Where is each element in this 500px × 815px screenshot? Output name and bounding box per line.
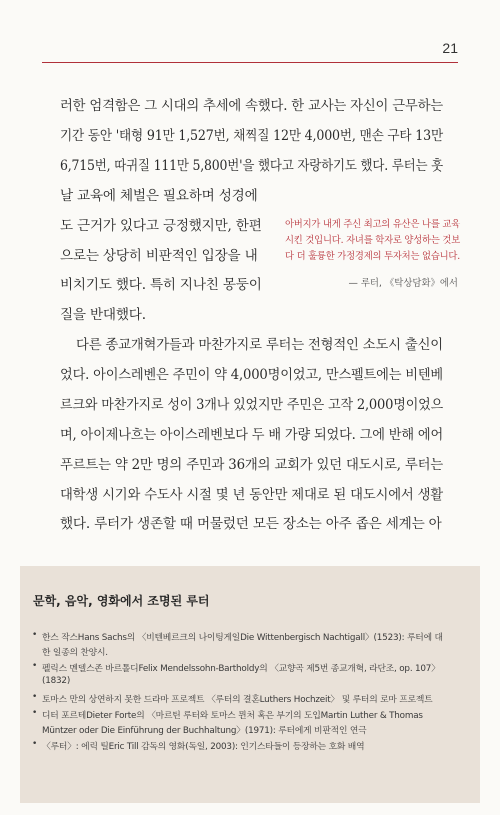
page-number: 21 — [442, 40, 458, 56]
quote-source: — 루터, 《탁상담화》에서 — [348, 278, 458, 289]
bullet-icon: • — [32, 708, 38, 718]
body-line: 기간 동안 '태형 91만 1,527번, 채찍질 12만 4,000번, 맨손 구타 13만 — [60, 128, 443, 144]
list-item: 한 일종의 찬양시. — [42, 648, 108, 658]
quote-line: 시킨 것입니다. 자녀를 학자로 양성하는 것보 — [285, 235, 460, 246]
list-item: 〈루터〉: 에릭 틸Eric Till 감독의 영화(독일, 2003): 인기스타들이 등장하는 호화 배역 — [42, 742, 365, 752]
header-rule — [42, 62, 458, 63]
body-line: 도 근거가 있다고 긍정했지만, 한편 — [60, 218, 262, 234]
list-item: 토마스 만의 상연하지 못한 드라마 프로젝트 〈루터의 결혼Luthers Hochzeit〉 및 루터의 로마 프로젝트 — [42, 695, 433, 705]
body-line: 비치기도 했다. 특히 지나친 몽둥이 — [60, 277, 262, 293]
body-line: 했다. 루터가 생존할 때 머물렀던 모든 장소는 아주 좁은 세계는 아 — [60, 516, 442, 532]
bullet-icon: • — [32, 630, 38, 640]
body-line: 러한 엄격함은 그 시대의 추세에 속했다. 한 교사는 자신이 근무하는 — [60, 98, 443, 114]
bullet-icon: • — [32, 692, 38, 702]
body-line: 날 교육에 체벌은 필요하며 성경에 — [60, 188, 258, 204]
body-line: 으로는 상당히 비판적인 입장을 내 — [60, 248, 258, 264]
bullet-icon: • — [32, 739, 38, 749]
list-item: 펠릭스 멘델스존 바르톨디Felix Mendelssohn-Bartholdy의 〈교향곡 제5번 종교개혁, 라단조, op. 107〉 — [42, 664, 440, 674]
list-item: (1832) — [42, 676, 71, 686]
body-line: 6,715번, 따귀질 111만 5,800번'을 했다고 자랑하기도 했다. 루터는 훗 — [60, 158, 443, 174]
list-item: 한스 작스Hans Sachs의 〈비텐베르크의 나이팅게일Die Wittenbergisch Nachtigall〉(1523): 루터에 대 — [42, 633, 443, 643]
body-line: 푸르트는 약 2만 명의 주민과 36개의 교회가 있던 대도시로, 루터는 — [60, 457, 443, 473]
body-line: 대학생 시기와 수도사 시절 몇 년 동안만 제대로 된 대도시에서 생활 — [60, 487, 443, 503]
quote-line: 아버지가 내게 주신 최고의 유산은 나를 교육 — [285, 219, 460, 230]
quote-line: 다 더 훌륭한 가정경제의 투자처는 없습니다. — [285, 251, 460, 262]
body-line: 르크와 마찬가지로 성이 3개나 있었지만 주민은 고작 2,000명이었으 — [60, 397, 443, 413]
body-line: 질을 반대했다. — [60, 307, 146, 323]
body-line: 다른 종교개혁가들과 마찬가지로 루터는 전형적인 소도시 출신이 — [76, 337, 443, 353]
bullet-icon: • — [32, 661, 38, 671]
list-item: 디터 포르테Dieter Forte의 〈마르틴 루터와 토마스 뮌처 혹은 부기의 도입Martin Luther & Thomas — [42, 711, 423, 721]
body-line: 며, 아이제나흐는 아이스레벤보다 두 배 가량 되었다. 그에 반해 에어 — [60, 427, 443, 443]
list-item: Müntzer oder Die Einführung der Buchhaltung〉(1971): 루터에게 비판적인 연극 — [42, 726, 367, 736]
info-box-title: 문학, 음악, 영화에서 조명된 루터 — [33, 594, 210, 608]
body-line: 었다. 아이스레벤은 주민이 약 4,000명이었고, 만스펠트에는 비텐베 — [60, 367, 443, 383]
